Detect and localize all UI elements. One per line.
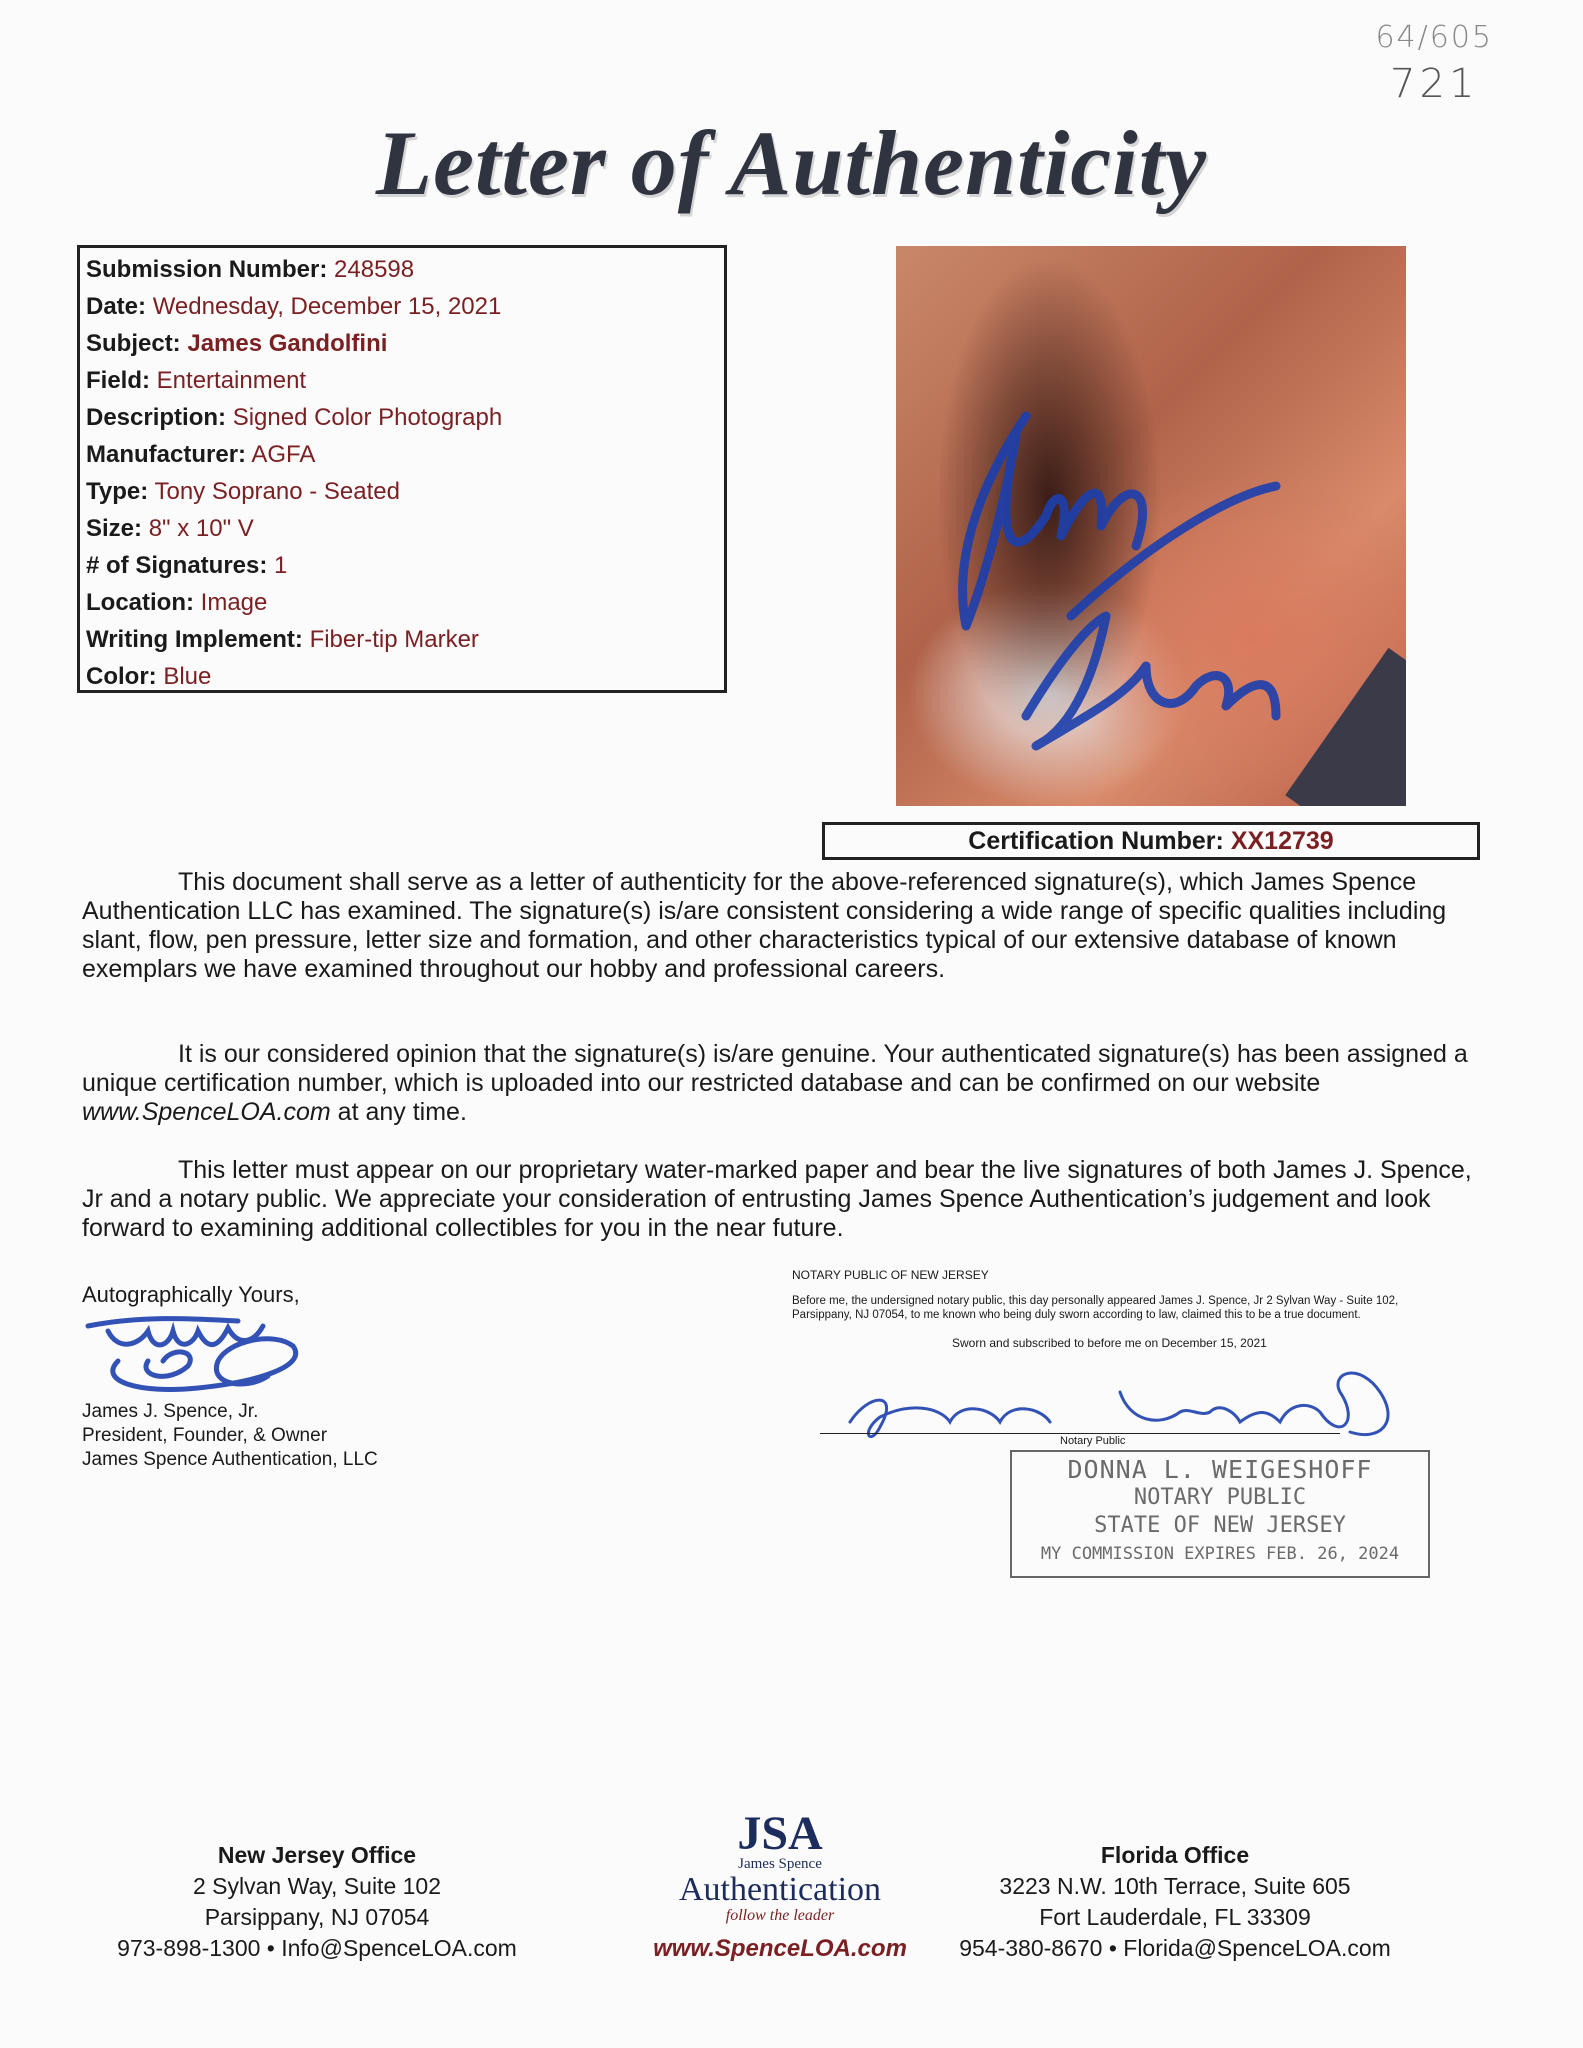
paragraph-3-text: This letter must appear on our proprietary water-marked paper and bear the live signatures of both James J. Spence, Jr and a notary public. We appreciate your consideration of entrusting James Spence Authentication’s judgement and look forward to examining additional collectibles for you in the near future. [82,1156,1472,1242]
nj-office [82,1840,552,1964]
info-label: Location: [86,589,194,616]
info-value: AGFA [251,441,316,468]
photo-autograph [896,246,1406,806]
jsa-logo [620,1807,940,1963]
stamp-line-1: DONNA L. WEIGESHOFF [1067,1455,1373,1484]
notary-heading: NOTARY PUBLIC OF NEW JERSEY [792,1268,989,1282]
signer-company: James Spence Authentication, LLC [82,1449,378,1470]
jsa-logo-tagline: follow the leader [725,1907,835,1924]
fl-contact: 954-380-8670 • Florida@SpenceLOA.com [959,1935,1391,1961]
certification-value: XX12739 [1230,827,1334,855]
info-label: Type: [86,478,149,505]
paragraph-1-text: This document shall serve as a letter of authenticity for the above-referenced signature(s), which James Spence Authentication LLC has examined. The signature(s) is/are consistent considering a wide range of specific qualities including slant, flow, pen pressure, letter size and formation, and other characteristics typical of our extensive database of known exemplars we have examined throughout our hobby and professional careers. [82,868,1447,983]
info-label: Subject: [86,330,181,357]
signed-photograph [896,246,1406,806]
info-label: Manufacturer: [86,441,247,468]
nj-office-heading: New Jersey Office [217,1842,417,1868]
closing-line: Autographically Yours, [82,1282,300,1307]
certification-label: Certification Number: [968,827,1224,855]
website-link: www.SpenceLOA.com [82,1098,331,1126]
fl-address-1: 3223 N.W. 10th Terrace, Suite 605 [999,1873,1351,1899]
info-value: James Gandolfini [187,330,388,357]
notary-text: Before me, the undersigned notary public, this day personally appeared James J. Spence, Jr 2 Sylvan Way - Suite 102, Parsippany, NJ 07054, to me known who being duly sworn according to law, claimed this to be a true document. [792,1295,1399,1321]
info-value: Wednesday, December 15, 2021 [152,293,502,320]
signer-title: President, Founder, & Owner [82,1425,328,1446]
signer-block [82,1400,378,1472]
info-value: 248598 [334,256,415,283]
info-row [86,621,718,658]
info-value: Signed Color Photograph [232,404,503,431]
info-value: Blue [163,663,212,690]
info-row [86,251,718,288]
notary-label: Notary Public [1060,1435,1126,1447]
certification-number-box [822,822,1480,860]
nj-address-2: Parsippany, NJ 07054 [204,1904,430,1930]
nj-address-1: 2 Sylvan Way, Suite 102 [192,1873,441,1899]
info-value: Tony Soprano - Seated [154,478,400,505]
handwritten-note [1375,20,1493,107]
paragraph-3 [82,1156,1482,1243]
stamp-line-4: MY COMMISSION EXPIRES FEB. 26, 2024 [1040,1544,1400,1564]
fl-address-2: Fort Lauderdale, FL 33309 [1039,1904,1311,1930]
stamp-line-3: STATE OF NEW JERSEY [1094,1513,1346,1538]
fl-office [940,1840,1410,1964]
notary-block [792,1268,1412,1350]
note-line-1: 64/605 [1375,20,1493,55]
info-label: Submission Number: [86,256,328,283]
info-row [86,436,718,473]
notary-sworn: Sworn and subscribed to before me on December 15, 2021 [952,1336,1267,1350]
info-label: Field: [86,367,150,394]
info-row [86,362,718,399]
paragraph-2-text: It is our considered opinion that the signature(s) is/are genuine. Your authenticated signature(s) has been assigned a unique certification number, which is uploaded into our restricted database and can be confirmed on our website [82,1040,1468,1097]
info-row [86,399,718,436]
page-title: Letter of Authenticity [375,112,1208,214]
info-value: Image [200,589,268,616]
info-value: Fiber-tip Marker [309,626,479,653]
spence-signature [78,1306,318,1398]
notary-signature-line [820,1433,1340,1434]
paragraph-2 [82,1040,1482,1127]
info-row [86,584,718,621]
jsa-logo-sub: James Spence [738,1856,822,1872]
info-label: # of Signatures: [86,552,268,579]
info-label: Date: [86,293,147,320]
info-row [86,288,718,325]
jsa-logo-letters: JSA [737,1807,823,1860]
stamp-line-2: NOTARY PUBLIC [1133,1485,1307,1510]
info-label: Description: [86,404,227,431]
info-row [86,547,718,584]
info-label: Writing Implement: [86,626,303,653]
signer-name: James J. Spence, Jr. [82,1401,259,1422]
nj-contact: 973-898-1300 • Info@SpenceLOA.com [117,1935,517,1961]
submission-info-box [77,245,727,693]
info-label: Color: [86,663,157,690]
info-value: 8" x 10" V [148,515,254,542]
jsa-logo-auth: Authentication [678,1871,882,1908]
info-row [86,473,718,510]
info-value: Entertainment [156,367,307,394]
info-value: 1 [274,552,288,579]
paragraph-2-tail: at any time. [330,1098,467,1126]
info-row [86,510,718,547]
info-row [86,325,718,362]
note-line-2: 721 [1390,61,1479,107]
info-row [86,658,718,695]
fl-office-heading: Florida Office [1100,1842,1250,1868]
jsa-website[interactable]: www.SpenceLOA.com [653,1935,907,1962]
notary-signature [840,1362,1420,1462]
info-label: Size: [86,515,143,542]
paragraph-1 [82,868,1482,984]
notary-stamp [1010,1450,1430,1578]
